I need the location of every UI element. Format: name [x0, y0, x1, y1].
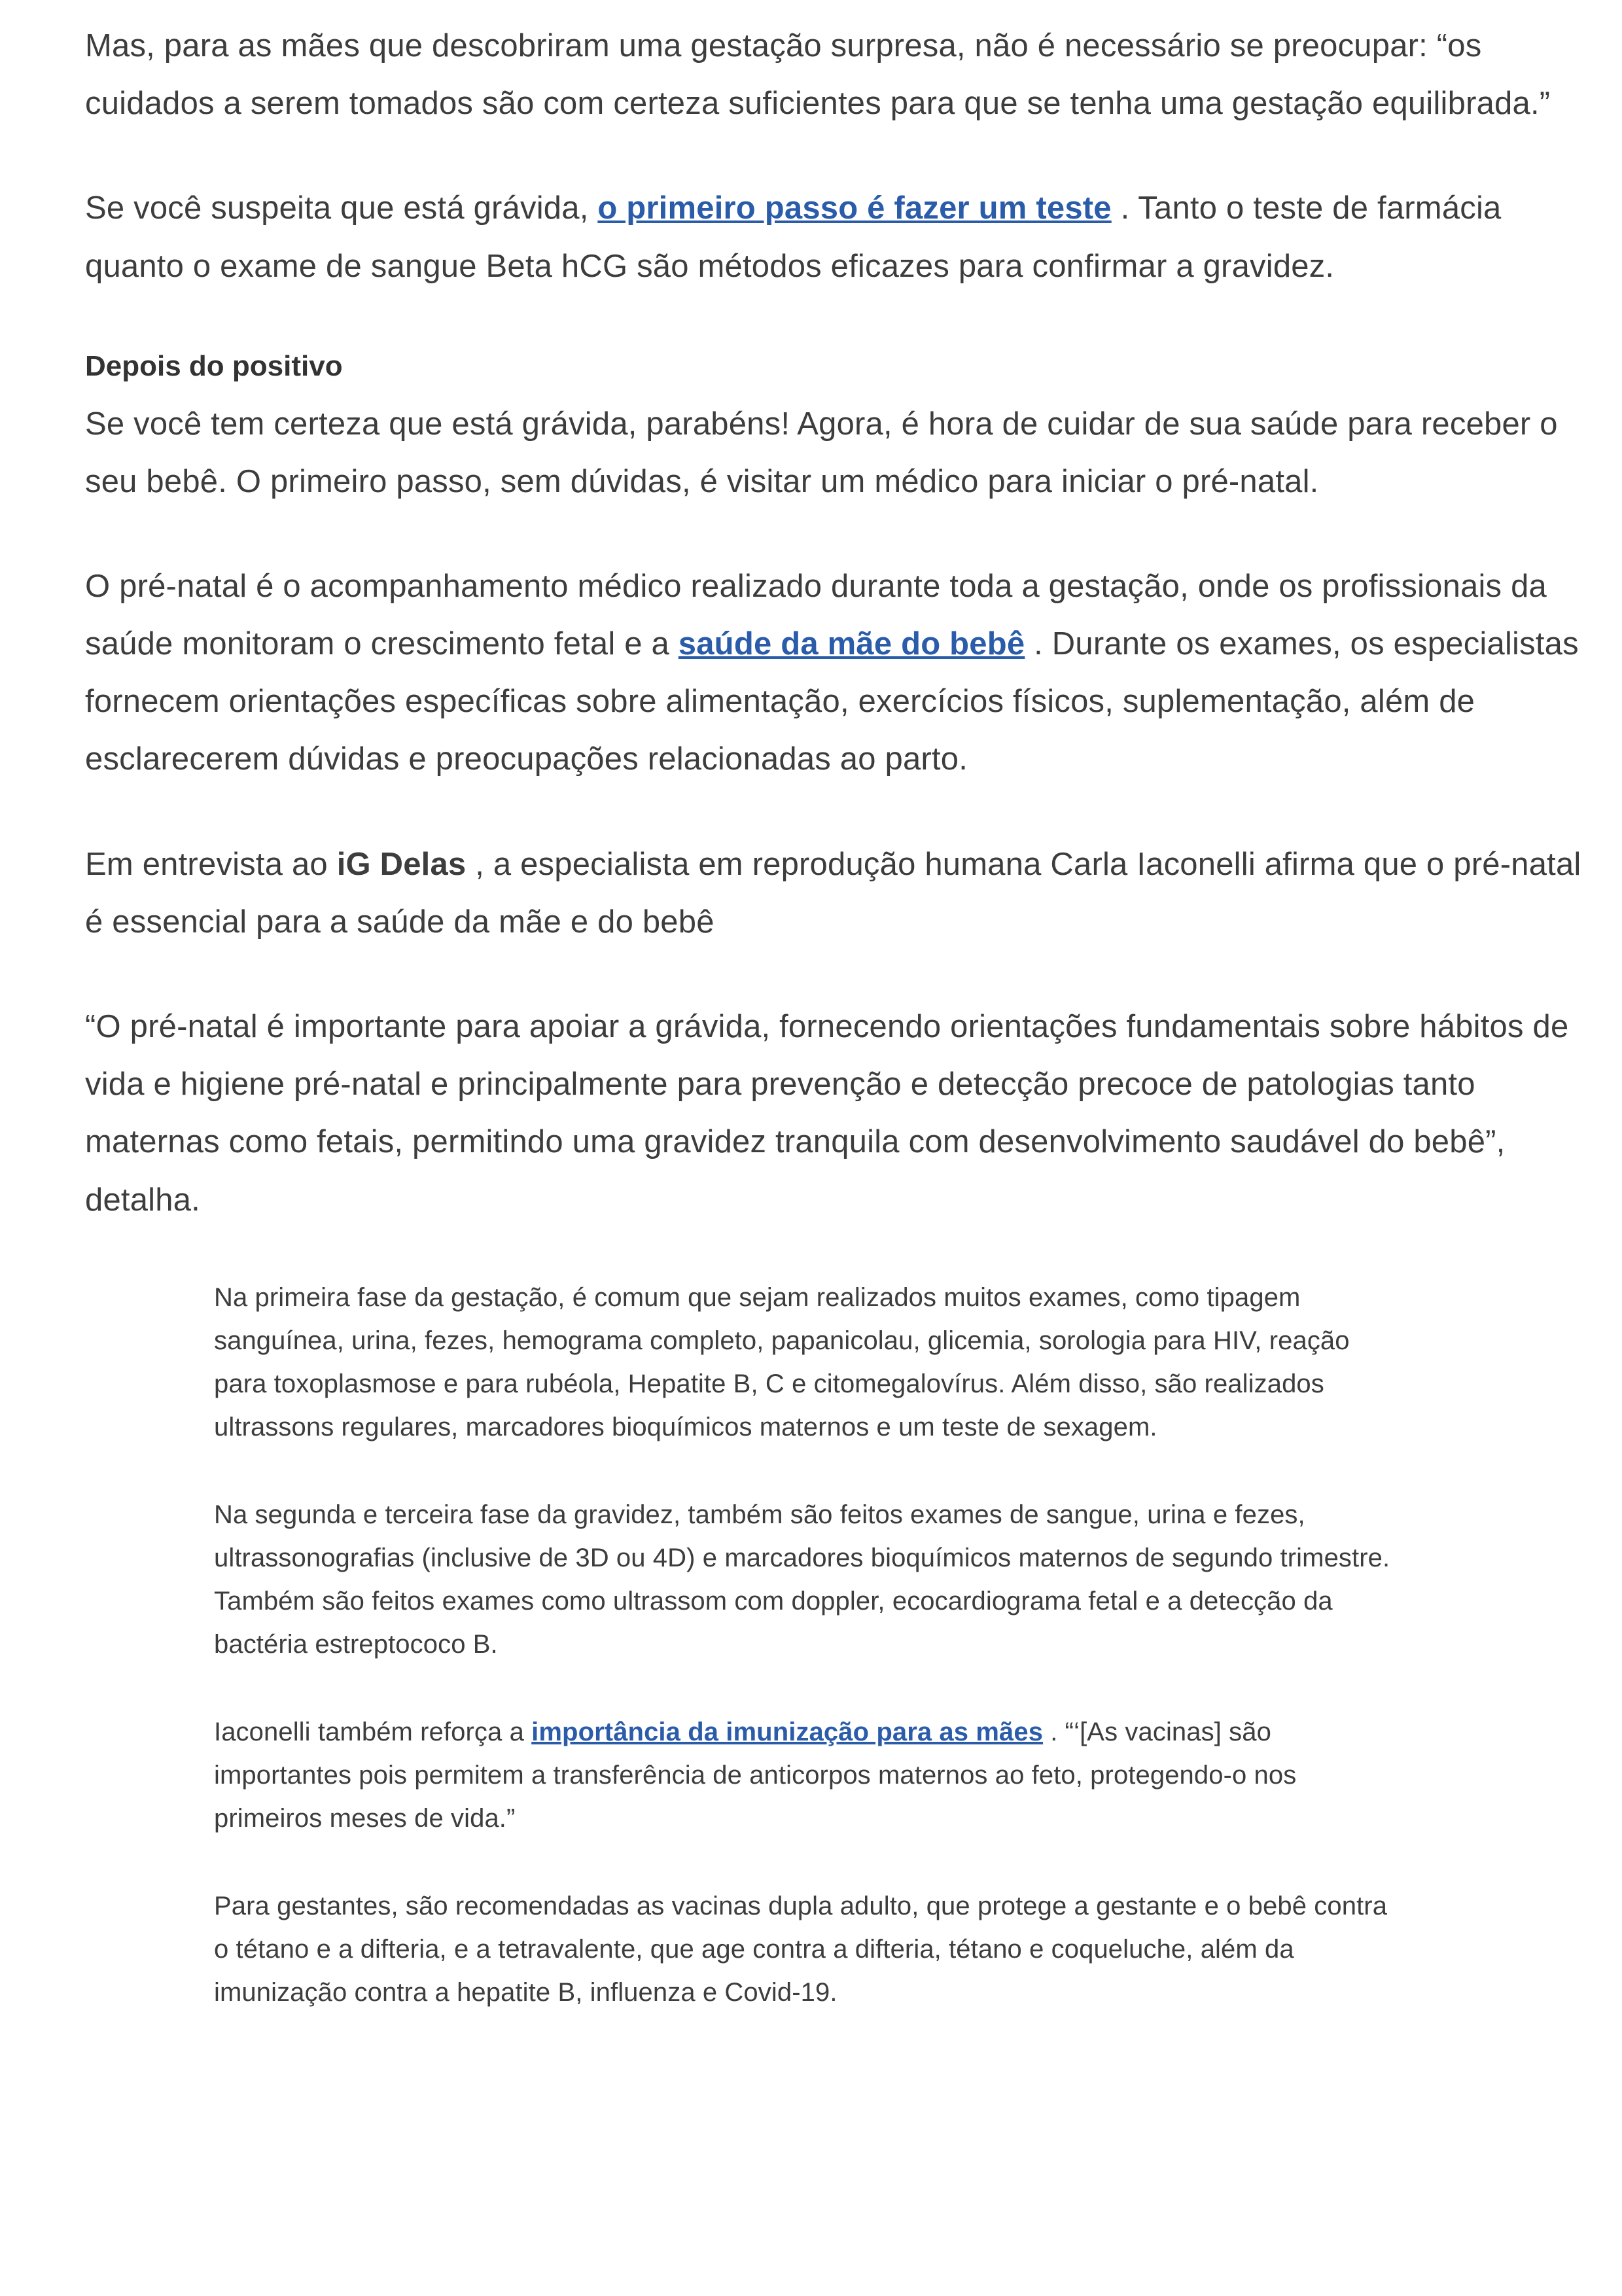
text-run: . Tanto o teste de farmácia quanto o exame de sangue Beta hCG são métodos eficazes para confirmar a gravidez.: [85, 190, 1502, 284]
quote-block: [214, 1276, 1398, 2014]
paragraph: [85, 179, 1603, 294]
text-run: “O pré-natal é importante para apoiar a grávida, fornecendo orientações fundamentais sobre hábitos de vida e higiene pré-natal e principalmente para prevenção e detecção precoce de patologias tanto maternas como fetais, permitindo uma gravidez tranquila com desenvolvimento saudável do bebê”, detalha.: [85, 1009, 1569, 1218]
text-run: Na primeira fase da gestação, é comum que sejam realizados muitos exames, como tipagem sanguínea, urina, fezes, hemograma completo, papanicolau, glicemia, sorologia para HIV, reação para toxoplasmose e para rubéola, Hepatite B, C e citomegalovírus. Além disso, são realizados ultrassons regulares, marcadores bioquímicos maternos e um teste de sexagem.: [214, 1282, 1350, 1441]
paragraph: [85, 836, 1603, 951]
text-run: . “‘[As vacinas] são importantes pois permitem a transferência de anticorpos maternos ao feto, protegendo-o nos primeiros meses de vida.”: [214, 1717, 1297, 1833]
bold-text: Depois do positivo: [85, 349, 343, 382]
text-run: , a especialista em reprodução humana Carla Iaconelli afirma que o pré-natal é essencial para a saúde da mãe e do bebê: [85, 846, 1581, 940]
paragraph: [85, 998, 1603, 1229]
paragraph: [85, 557, 1603, 788]
text-run: . Durante os exames, os especialistas fornecem orientações específicas sobre alimentação, exercícios físicos, suplementação, além de esclarecerem dúvidas e preocupações relacionadas ao parto.: [85, 626, 1579, 777]
bold-text: iG Delas: [336, 846, 467, 882]
paragraph: [214, 1710, 1398, 1840]
text-run: Iaconelli também reforça a: [214, 1717, 532, 1746]
inline-link[interactable]: saúde da mãe do bebê: [678, 626, 1025, 662]
text-run: Para gestantes, são recomendadas as vacinas dupla adulto, que protege a gestante e o bebê contra o tétano e a difteria, e a tetravalente, que age contra a difteria, tétano e coqueluche, além da imunização contra a hepatite B, influenza e Covid-19.: [214, 1891, 1388, 2007]
paragraph: [214, 1276, 1398, 1449]
article-paragraphs: [85, 17, 1603, 1229]
text-run: Se você suspeita que está grávida,: [85, 190, 598, 226]
paragraph: [85, 395, 1603, 510]
paragraph: [85, 17, 1603, 132]
text-run: Na segunda e terceira fase da gravidez, também são feitos exames de sangue, urina e fezes, ultrassonografias (inclusive de 3D ou 4D) e marcadores bioquímicos maternos de segundo trimestre. Também são feitos exames como ultrassom com doppler, ecocardiograma fetal e a detecção da bactéria estreptococo B.: [214, 1500, 1390, 1659]
text-run: Se você tem certeza que está grávida, parabéns! Agora, é hora de cuidar de sua saúde para receber o seu bebê. O primeiro passo, sem dúvidas, é visitar um médico para iniciar o pré-natal.: [85, 406, 1558, 499]
inline-link[interactable]: o primeiro passo é fazer um teste: [597, 190, 1112, 226]
section-heading: [85, 342, 1603, 391]
paragraph: [214, 1493, 1398, 1666]
text-run: Mas, para as mães que descobriram uma gestação surpresa, não é necessário se preocupar: “os cuidados a serem tomados são com certeza suficientes para que se tenha uma gestação equilibrada.”: [85, 28, 1551, 122]
paragraph: [214, 1884, 1398, 2014]
text-run: Em entrevista ao: [85, 846, 337, 882]
text-run: O pré-natal é o acompanhamento médico realizado durante toda a gestação, onde os profissionais da saúde monitoram o crescimento fetal e a: [85, 568, 1547, 662]
inline-link[interactable]: importância da imunização para as mães: [531, 1717, 1044, 1746]
